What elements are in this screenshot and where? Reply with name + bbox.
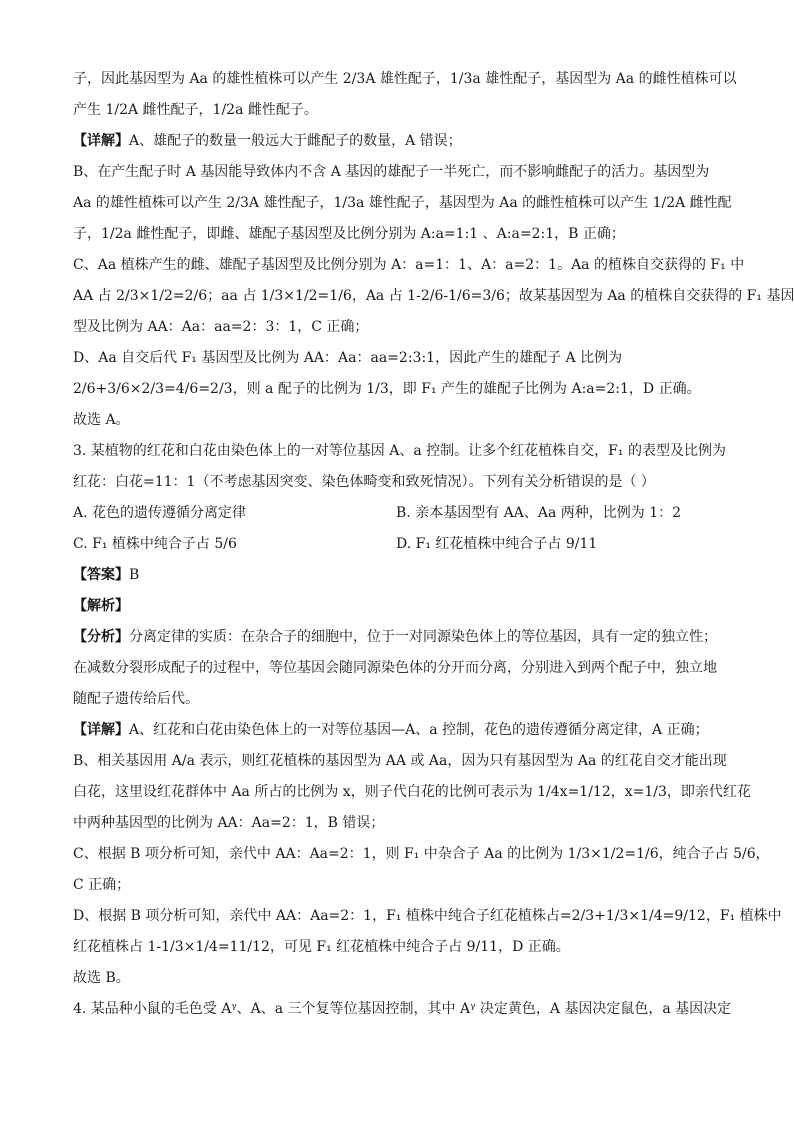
text-line: 型及比例为 AA：Aa：aa=2：3：1，C 正确；	[73, 319, 369, 335]
text-line: D、Aa 自交后代 F₁ 基因型及比例为 AA：Aa：aa=2:3:1，因此产生的雄配子 A 比例为	[73, 350, 623, 366]
text-line: B、在产生配子时 A 基因能导致体内不含 A 基因的雄配子一半死亡，而不影响雌配子的活力。基因型为	[73, 164, 710, 180]
section-tag: 【详解】	[73, 722, 129, 738]
option-b: B. 亲本基因型有 AA、Aa 两种，比例为 1：2	[396, 505, 682, 521]
question-stem: 红花：白花=11：1（不考虑基因突变、染色体畸变和致死情况）。下列有关分析错误的是（ ）	[73, 474, 655, 490]
text-line: Aa 的雄性植株可以产生 2/3A 雄性配子，1/3a 雄性配子，基因型为 Aa 的雌性植株可以产生 1/2A 雌性配	[73, 195, 732, 211]
text-line: 白花，这里设红花群体中 Aa 所占的比例为 x，则子代白花的比例可表示为 1/4x=1/12，x=1/3，即亲代红花	[73, 784, 751, 800]
analysis-heading	[73, 591, 723, 622]
text-line: 子，因此基因型为 Aa 的雄性植株可以产生 2/3A 雄性配子，1/3a 雄性配子，基因型为 Aa 的雌性植株可以	[73, 71, 737, 87]
section-tag: 【答案】	[73, 567, 129, 583]
section-tag: 【详解】	[73, 133, 129, 149]
text-line: D、根据 B 项分析可知，亲代中 AA：Aa=2：1，F₁ 植株中纯合子红花植株占=2/3+1/3×1/4=9/12，F₁ 植株中	[73, 908, 782, 924]
text-line: C 正确；	[73, 877, 131, 893]
text-line: 中两种基因型的比例为 AA：Aa=2：1，B 错误；	[73, 815, 385, 831]
section-tag: 【分析】	[73, 629, 129, 645]
text-line: 故选 A。	[73, 412, 130, 428]
text-line: 随配子遗传给后代。	[73, 691, 199, 707]
option-d: D. F₁ 红花植株中纯合子占 9/11	[396, 536, 598, 552]
analysis-line: 【分析】分离定律的实质：在杂合子的细胞中，位于一对同源染色体上的等位基因，具有一定的独立性；	[73, 629, 717, 645]
answer-line: 【答案】B	[73, 567, 140, 583]
detail-line: 【详解】A、红花和白花由染色体上的一对等位基因—A、a 控制，花色的遗传遵循分离定律，A 正确；	[73, 722, 709, 738]
option-a: A. 花色的遗传遵循分离定律	[73, 505, 247, 521]
text-line: 故选 B。	[73, 970, 130, 986]
text-line: 产生 1/2A 雌性配子，1/2a 雌性配子。	[73, 102, 318, 118]
text-line: C、Aa 植株产生的雌、雄配子基因型及比例分别为 A：a=1：1、A：a=2：1。Aa 的植株自交获得的 F₁ 中	[73, 257, 745, 273]
text-line: 在减数分裂形成配子的过程中，等位基因会随同源染色体的分开而分离，分别进入到两个配子中，独立地	[73, 660, 717, 676]
section-tag: 【解析】	[73, 598, 129, 614]
detail-line: 【详解】A、雄配子的数量一般远大于雌配子的数量，A 错误；	[73, 133, 462, 149]
question-stem: 4. 某品种小鼠的毛色受 Aᵞ、A、a 三个复等位基因控制，其中 Aᵞ 决定黄色，A 基因决定鼠色，a 基因决定	[73, 1001, 732, 1017]
text-line: B、相关基因用 A/a 表示，则红花植株的基因型为 AA 或 Aa，因为只有基因型为 Aa 的红花自交才能出现	[73, 753, 727, 769]
options-row	[73, 498, 723, 529]
text-line: 2/6+3/6×2/3=4/6=2/3，则 a 配子的比例为 1/3，即 F₁ 产生的雄配子比例为 A:a=2:1，D 正确。	[73, 381, 701, 397]
text-line: 红花植株占 1-1/3×1/4=11/12，可见 F₁ 红花植株中纯合子占 9/11，D 正确。	[73, 939, 570, 955]
text-line: 子，1/2a 雌性配子，即雌、雄配子基因型及比例分别为 A:a=1:1 、A:a=2:1，B 正确；	[73, 226, 625, 242]
document-body	[73, 64, 794, 1025]
question-stem: 3. 某植物的红花和白花由染色体上的一对等位基因 A、a 控制。让多个红花植株自交，F₁ 的表型及比例为	[73, 443, 726, 459]
text-line: AA 占 2/3×1/2=2/6；aa 占 1/3×1/2=1/6，Aa 占 1-2/6-1/6=3/6；故某基因型为 Aa 的植株自交获得的 F₁ 基因	[73, 288, 794, 304]
options-row	[73, 529, 723, 560]
option-c: C. F₁ 植株中纯合子占 5/6	[73, 536, 237, 552]
text-line: C、根据 B 项分析可知，亲代中 AA：Aa=2：1，则 F₁ 中杂合子 Aa 的比例为 1/3×1/2=1/6，纯合子占 5/6，	[73, 846, 770, 862]
